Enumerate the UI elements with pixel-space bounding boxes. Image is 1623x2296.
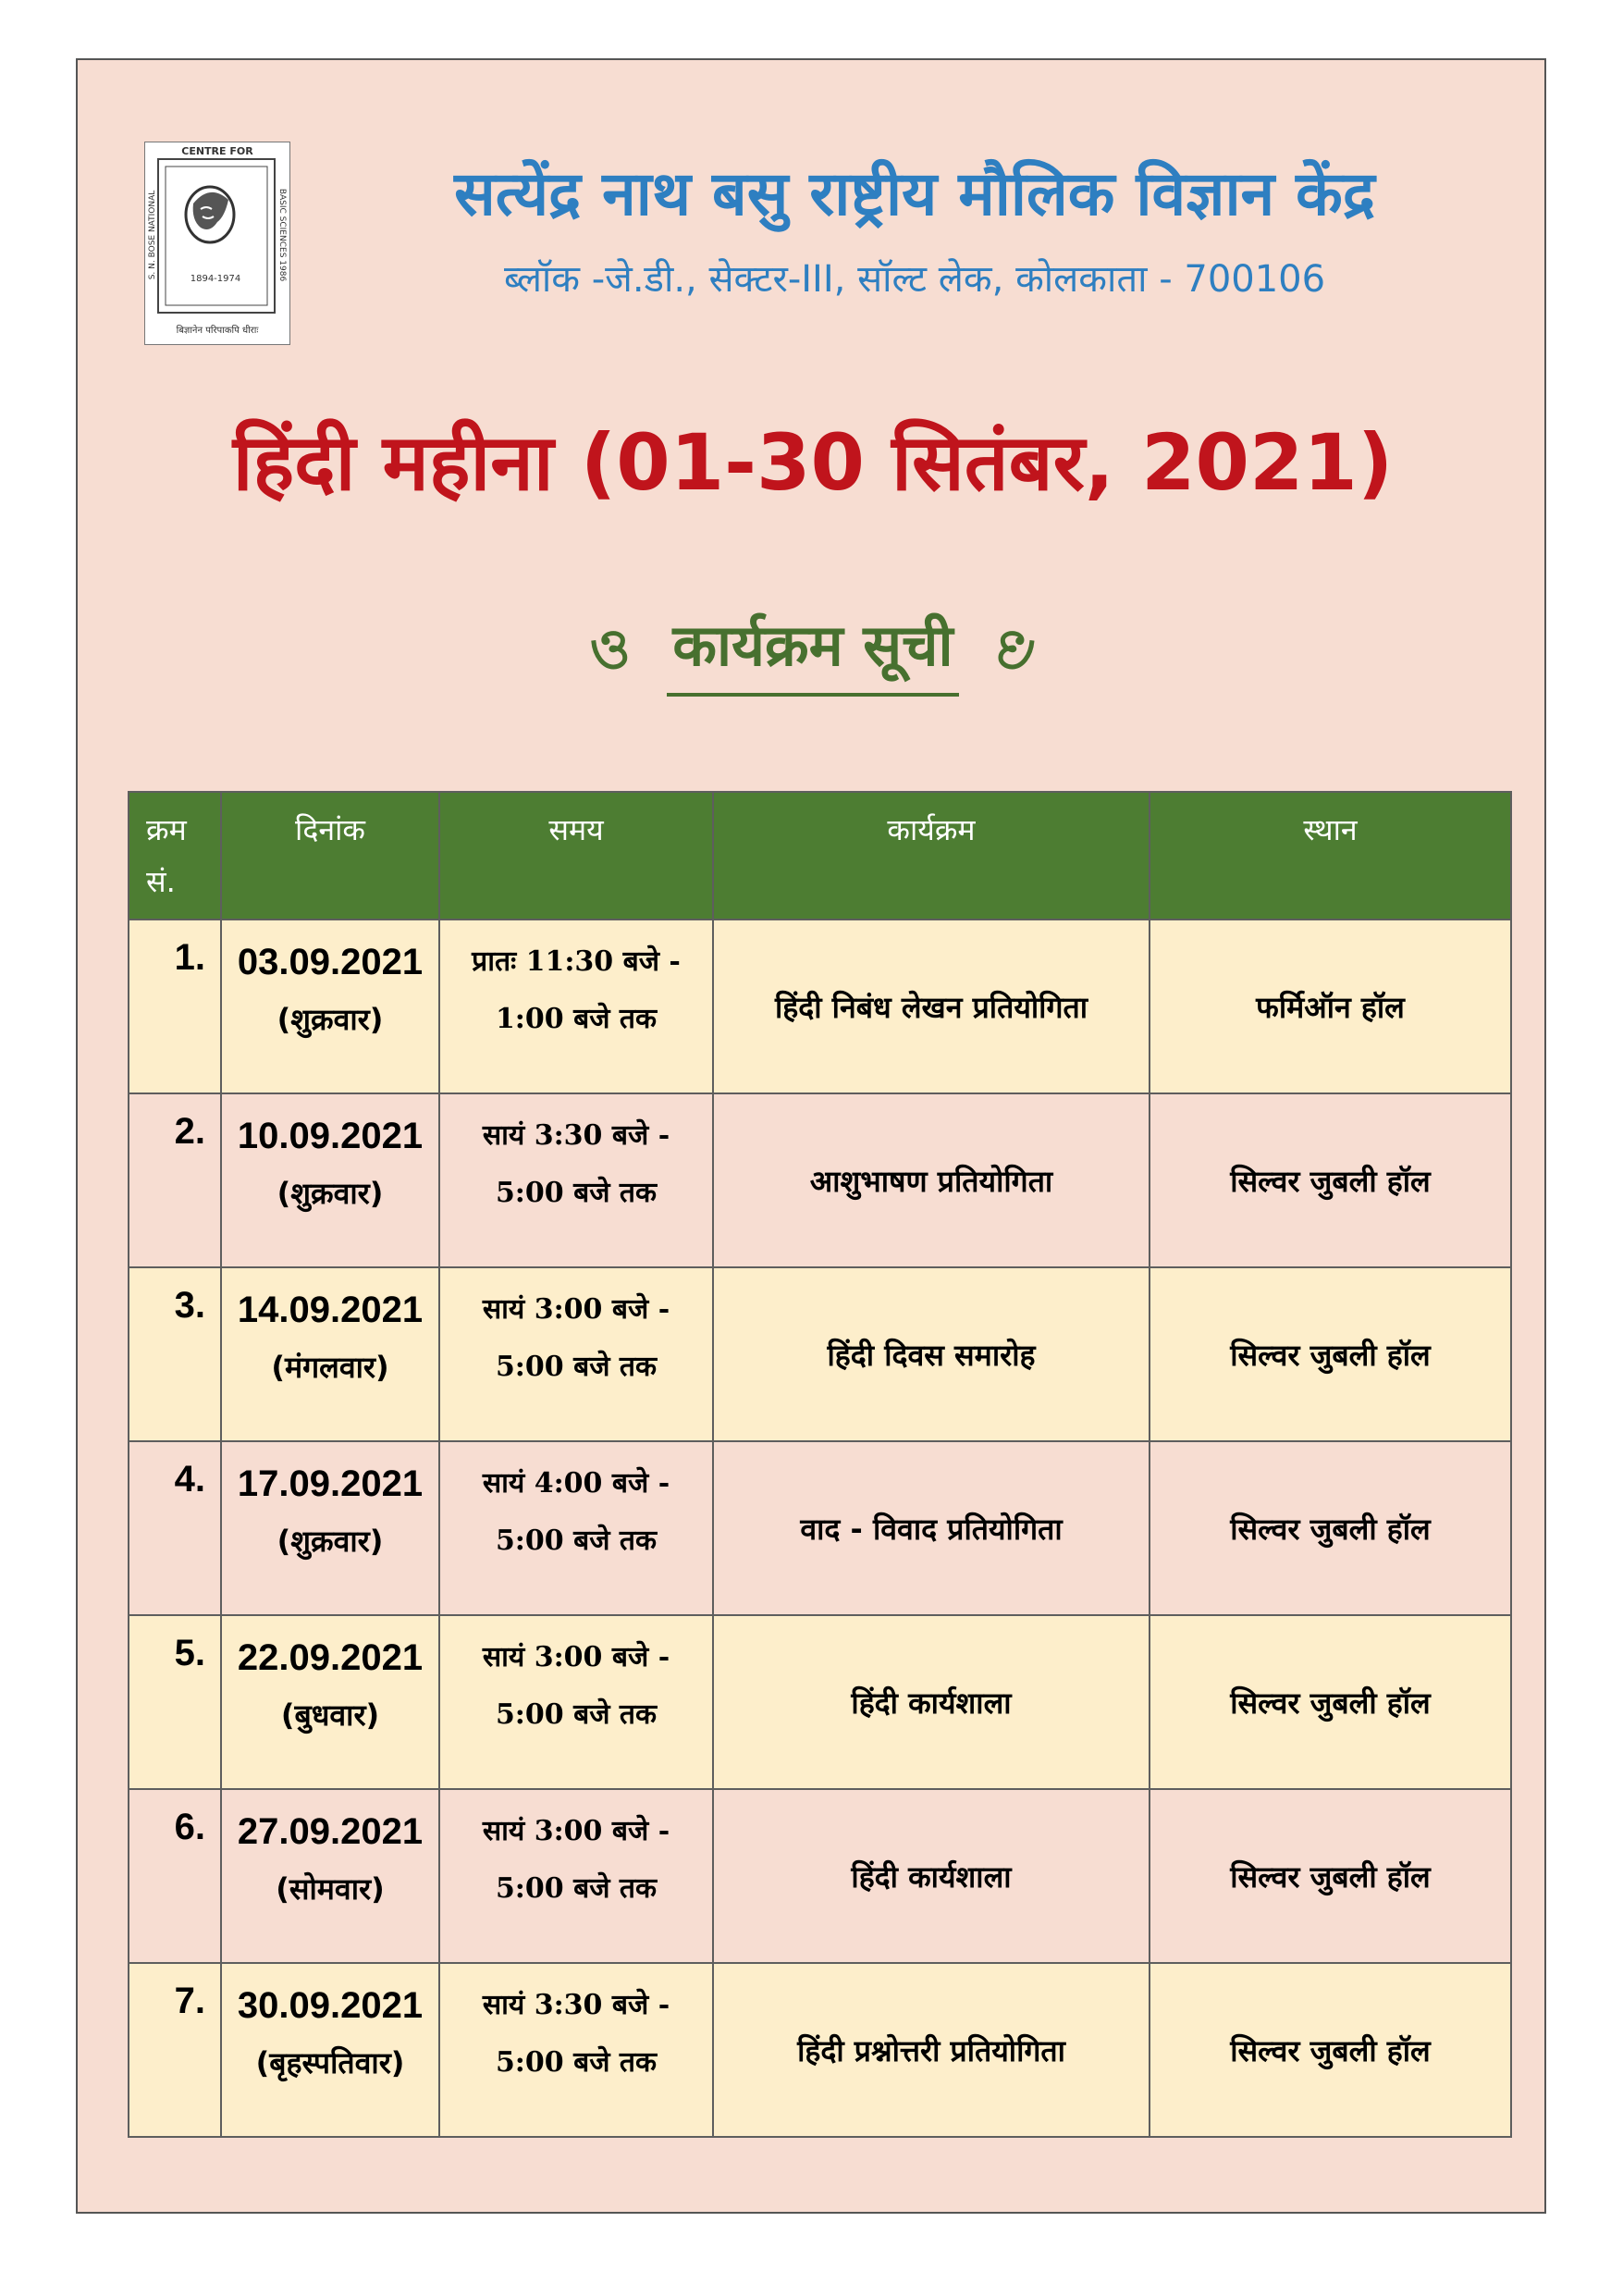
row-date: 30.09.2021	[237, 1985, 424, 2026]
row-event: आशुभाषण प्रतियोगिता	[713, 1093, 1150, 1267]
row-day: (सोमवार)	[276, 1871, 385, 1907]
row-time-cell	[439, 1267, 713, 1441]
row-day: (बुधवार)	[280, 1697, 380, 1733]
row-time-cell	[439, 920, 713, 1093]
event-title: हिंदी महीना (01-30 सितंबर, 2021)	[232, 417, 1394, 508]
row-serial: 6.	[129, 1789, 221, 1963]
row-venue: सिल्वर जुबली हॉल	[1150, 1267, 1511, 1441]
row-time-end: 5:00 बजे तक	[495, 1351, 658, 1383]
row-day: (शुक्रवार)	[277, 1002, 384, 1037]
row-serial: 5.	[129, 1615, 221, 1789]
row-time-end: 1:00 बजे तक	[495, 1003, 658, 1035]
institute-logo	[144, 142, 290, 345]
row-date-cell	[221, 1615, 439, 1789]
row-date: 27.09.2021	[237, 1811, 424, 1852]
row-event: हिंदी निबंध लेखन प्रतियोगिता	[713, 920, 1150, 1093]
header-serial	[129, 792, 221, 920]
table-row	[129, 1615, 1511, 1789]
row-time-start: सायं 3:30 बजे -	[482, 1119, 670, 1152]
row-serial: 4.	[129, 1441, 221, 1615]
header-time: समय	[439, 792, 713, 920]
logo-motto: बिज्ञानेन परिपाकपि धीराः	[176, 326, 259, 336]
row-event: हिंदी कार्यशाला	[713, 1789, 1150, 1963]
row-serial: 7.	[129, 1963, 221, 2137]
row-day: (बृहस्पतिवार)	[255, 2045, 405, 2080]
row-venue: सिल्वर जुबली हॉल	[1150, 1441, 1511, 1615]
header-date: दिनांक	[221, 792, 439, 920]
table-row	[129, 1093, 1511, 1267]
row-date: 17.09.2021	[237, 1463, 424, 1504]
table-row	[129, 920, 1511, 1093]
row-venue: सिल्वर जुबली हॉल	[1150, 1963, 1511, 2137]
logo-top-text: CENTRE FOR	[181, 145, 253, 157]
row-serial: 3.	[129, 1267, 221, 1441]
row-day: (मंगलवार)	[271, 1350, 389, 1385]
header-serial-line2: सं.	[146, 864, 176, 899]
logo-years: 1894-1974	[190, 274, 241, 284]
row-date-cell	[221, 1093, 439, 1267]
row-time-start: सायं 3:00 बजे -	[482, 1815, 670, 1847]
table-row	[129, 1267, 1511, 1441]
row-time-end: 5:00 बजे तक	[495, 1177, 658, 1209]
row-event: वाद - विवाद प्रतियोगिता	[713, 1441, 1150, 1615]
row-date-cell	[221, 920, 439, 1093]
row-time-start: प्रातः 11:30 बजे -	[472, 945, 681, 978]
document-frame	[76, 58, 1546, 2214]
row-date: 10.09.2021	[237, 1116, 424, 1156]
row-day: (शुक्रवार)	[277, 1524, 384, 1559]
schedule-table	[128, 791, 1512, 2138]
row-time-end: 5:00 बजे तक	[495, 1872, 658, 1905]
row-time-start: सायं 3:00 बजे -	[482, 1293, 670, 1326]
row-time-end: 5:00 बजे तक	[495, 1524, 658, 1557]
logo-left-text: S. N. BOSE NATIONAL	[148, 190, 157, 280]
row-event: हिंदी दिवस समारोह	[713, 1267, 1150, 1441]
row-serial: 2.	[129, 1093, 221, 1267]
row-time-cell	[439, 1093, 713, 1267]
row-date: 22.09.2021	[237, 1637, 424, 1678]
header-venue: स्थान	[1150, 792, 1511, 920]
row-venue: सिल्वर जुबली हॉल	[1150, 1093, 1511, 1267]
row-time-end: 5:00 बजे तक	[495, 1698, 658, 1731]
row-time-cell	[439, 1963, 713, 2137]
row-date-cell	[221, 1963, 439, 2137]
row-event: हिंदी प्रश्नोत्तरी प्रतियोगिता	[713, 1963, 1150, 2137]
ornament-left-icon: ও	[589, 616, 631, 682]
logo-right-text: BASIC SCIENCES 1986	[277, 188, 287, 282]
table-row	[129, 1963, 1511, 2137]
row-day: (शुक्रवार)	[277, 1176, 384, 1211]
row-date-cell	[221, 1267, 439, 1441]
table-row	[129, 1441, 1511, 1615]
row-time-end: 5:00 बजे तक	[495, 2046, 658, 2079]
row-time-cell	[439, 1615, 713, 1789]
row-venue: फर्मिऑन हॉल	[1150, 920, 1511, 1093]
table-row	[129, 1789, 1511, 1963]
row-venue: सिल्वर जुबली हॉल	[1150, 1615, 1511, 1789]
row-serial: 1.	[129, 920, 221, 1093]
row-venue: सिल्वर जुबली हॉल	[1150, 1789, 1511, 1963]
institute-logo-emblem	[145, 142, 289, 344]
row-date: 03.09.2021	[237, 942, 424, 982]
row-time-cell	[439, 1789, 713, 1963]
organization-name: सत्येंद्र नाथ बसु राष्ट्रीय मौलिक विज्ञान केंद्र	[454, 158, 1375, 229]
program-heading	[78, 604, 1548, 697]
row-time-start: सायं 4:00 बजे -	[482, 1467, 670, 1500]
row-date-cell	[221, 1441, 439, 1615]
row-time-start: सायं 3:30 बजे -	[482, 1989, 670, 2021]
program-heading-text: कार्यक्रम सूची	[667, 604, 958, 697]
row-event: हिंदी कार्यशाला	[713, 1615, 1150, 1789]
table-header-row	[129, 792, 1511, 920]
ornament-right-icon: ও	[995, 616, 1037, 682]
row-time-cell	[439, 1441, 713, 1615]
row-date: 14.09.2021	[237, 1290, 424, 1330]
header-serial-line1: क्रम	[146, 812, 187, 847]
row-time-start: सायं 3:00 बजे -	[482, 1641, 670, 1673]
organization-address: ब्लॉक -जे.डी., सेक्टर-III, सॉल्ट लेक, कोलकाता - 700106	[503, 258, 1326, 301]
header-event: कार्यक्रम	[713, 792, 1150, 920]
row-date-cell	[221, 1789, 439, 1963]
